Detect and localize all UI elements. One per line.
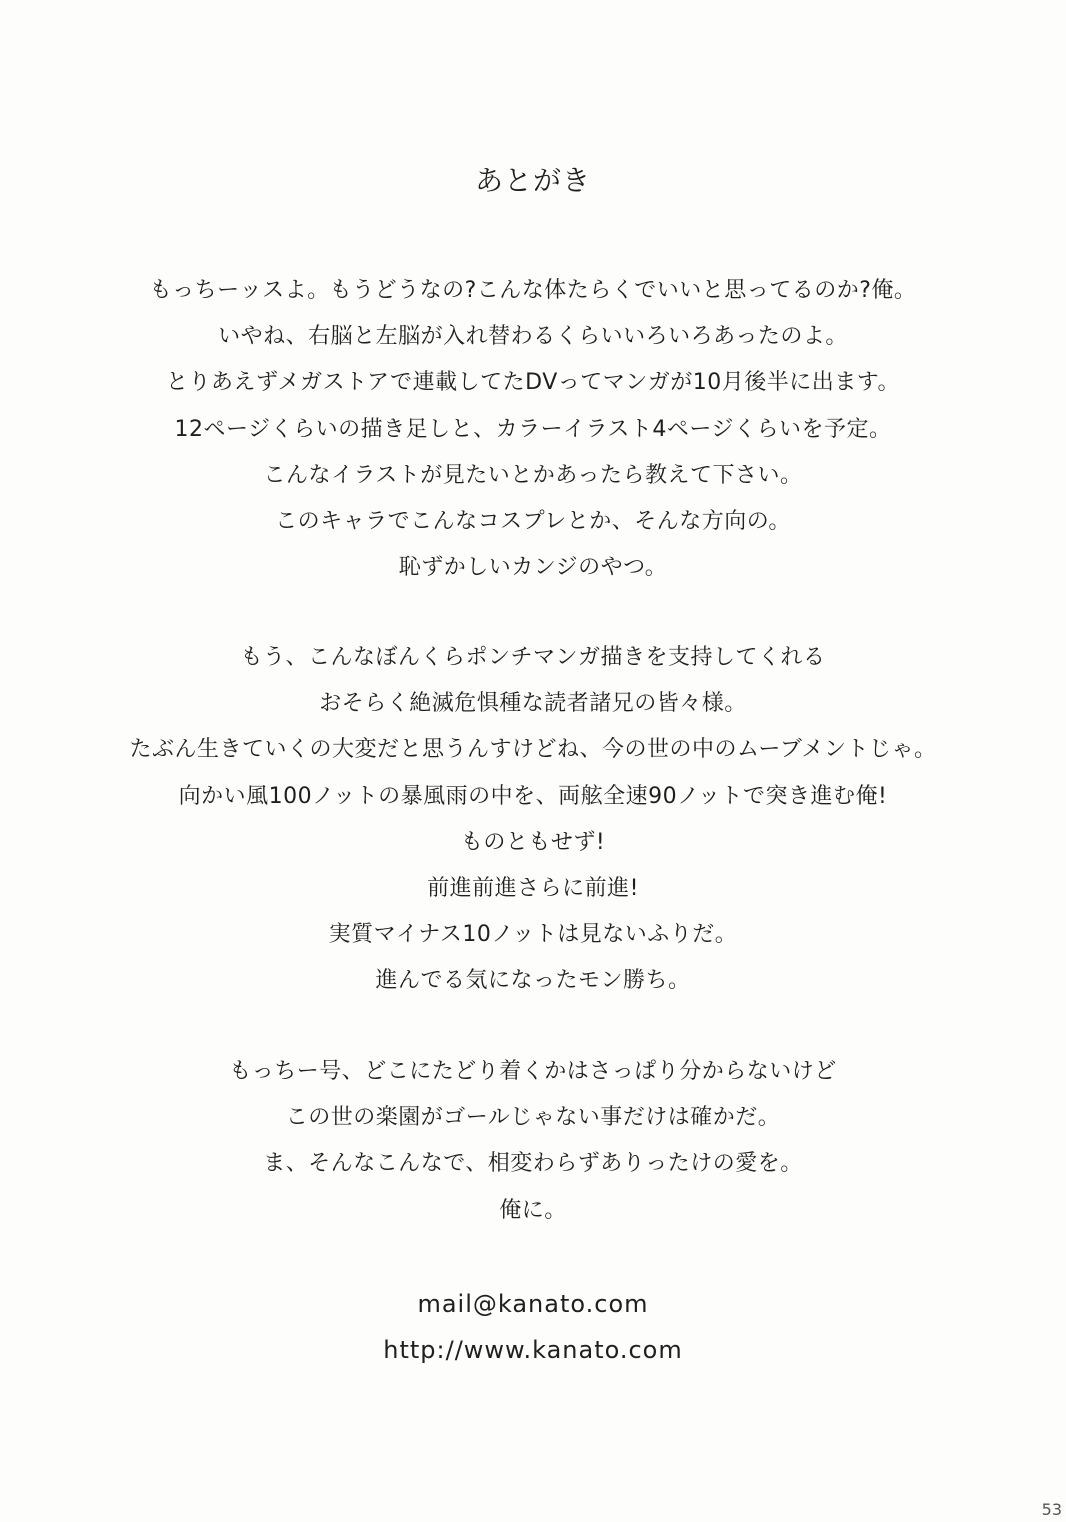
text-line: もっちー号、どこにたどり着くかはさっぱり分からないけど: [229, 1059, 837, 1084]
contact-info: [0, 1281, 1066, 1373]
text-line: ものともせず!: [460, 829, 606, 855]
text-line: 恥ずかしいカンジのやつ。: [398, 555, 668, 581]
text-line: 12ページくらいの描き足しと、カラーイラスト4ページくらいを予定。: [174, 416, 892, 442]
text-line: こんなイラストが見たいとかあったら教えて下さい。: [263, 462, 803, 488]
text-line: おそらく絶滅危惧種な読者諸兄の皆々様。: [319, 691, 747, 717]
text-line: もう、こんなぼんくらポンチマンガ描きを支持してくれる: [240, 645, 826, 670]
text-line: 実質マイナス10ノットは見ないふりだ。: [328, 922, 738, 948]
text-line: 向かい風100ノットの暴風雨の中を、両舷全速90ノットで突き進む俺!: [178, 783, 888, 809]
text-line: このキャラでこんなコスプレとか、そんな方向の。: [275, 508, 791, 534]
text-line: ま、そんなこんなで、相変わらずありったけの愛を。: [263, 1151, 803, 1177]
page-title: あとがき: [474, 164, 591, 197]
page-number: 53: [1041, 1500, 1062, 1519]
paragraph-1: [0, 268, 1066, 591]
email-address: mail@kanato.com: [417, 1290, 649, 1318]
text-line: とりあえずメガストアで連載してたDVってマンガが10月後半に出ます。: [166, 370, 900, 396]
text-line: たぶん生きていくの大変だと思うんすけどね、今の世の中のムーブメントじゃ。: [129, 737, 937, 763]
website-url: http://www.kanato.com: [383, 1336, 683, 1364]
paragraph-2: [0, 635, 1066, 1005]
text-line: 進んでる気になったモン勝ち。: [375, 968, 691, 994]
text-line: この世の楽園がゴールじゃない事だけは確かだ。: [285, 1105, 781, 1131]
text-line: 俺に。: [499, 1197, 567, 1223]
text-line: いやね、右脳と左脳が入れ替わるくらいいろいろあったのよ。: [218, 324, 848, 350]
paragraph-3: [0, 1049, 1066, 1234]
text-line: もっちーッスよ。もうどうなの?こんな体たらくでいいと思ってるのか?俺。: [149, 278, 917, 303]
text-line: 前進前進さらに前進!: [427, 875, 639, 901]
